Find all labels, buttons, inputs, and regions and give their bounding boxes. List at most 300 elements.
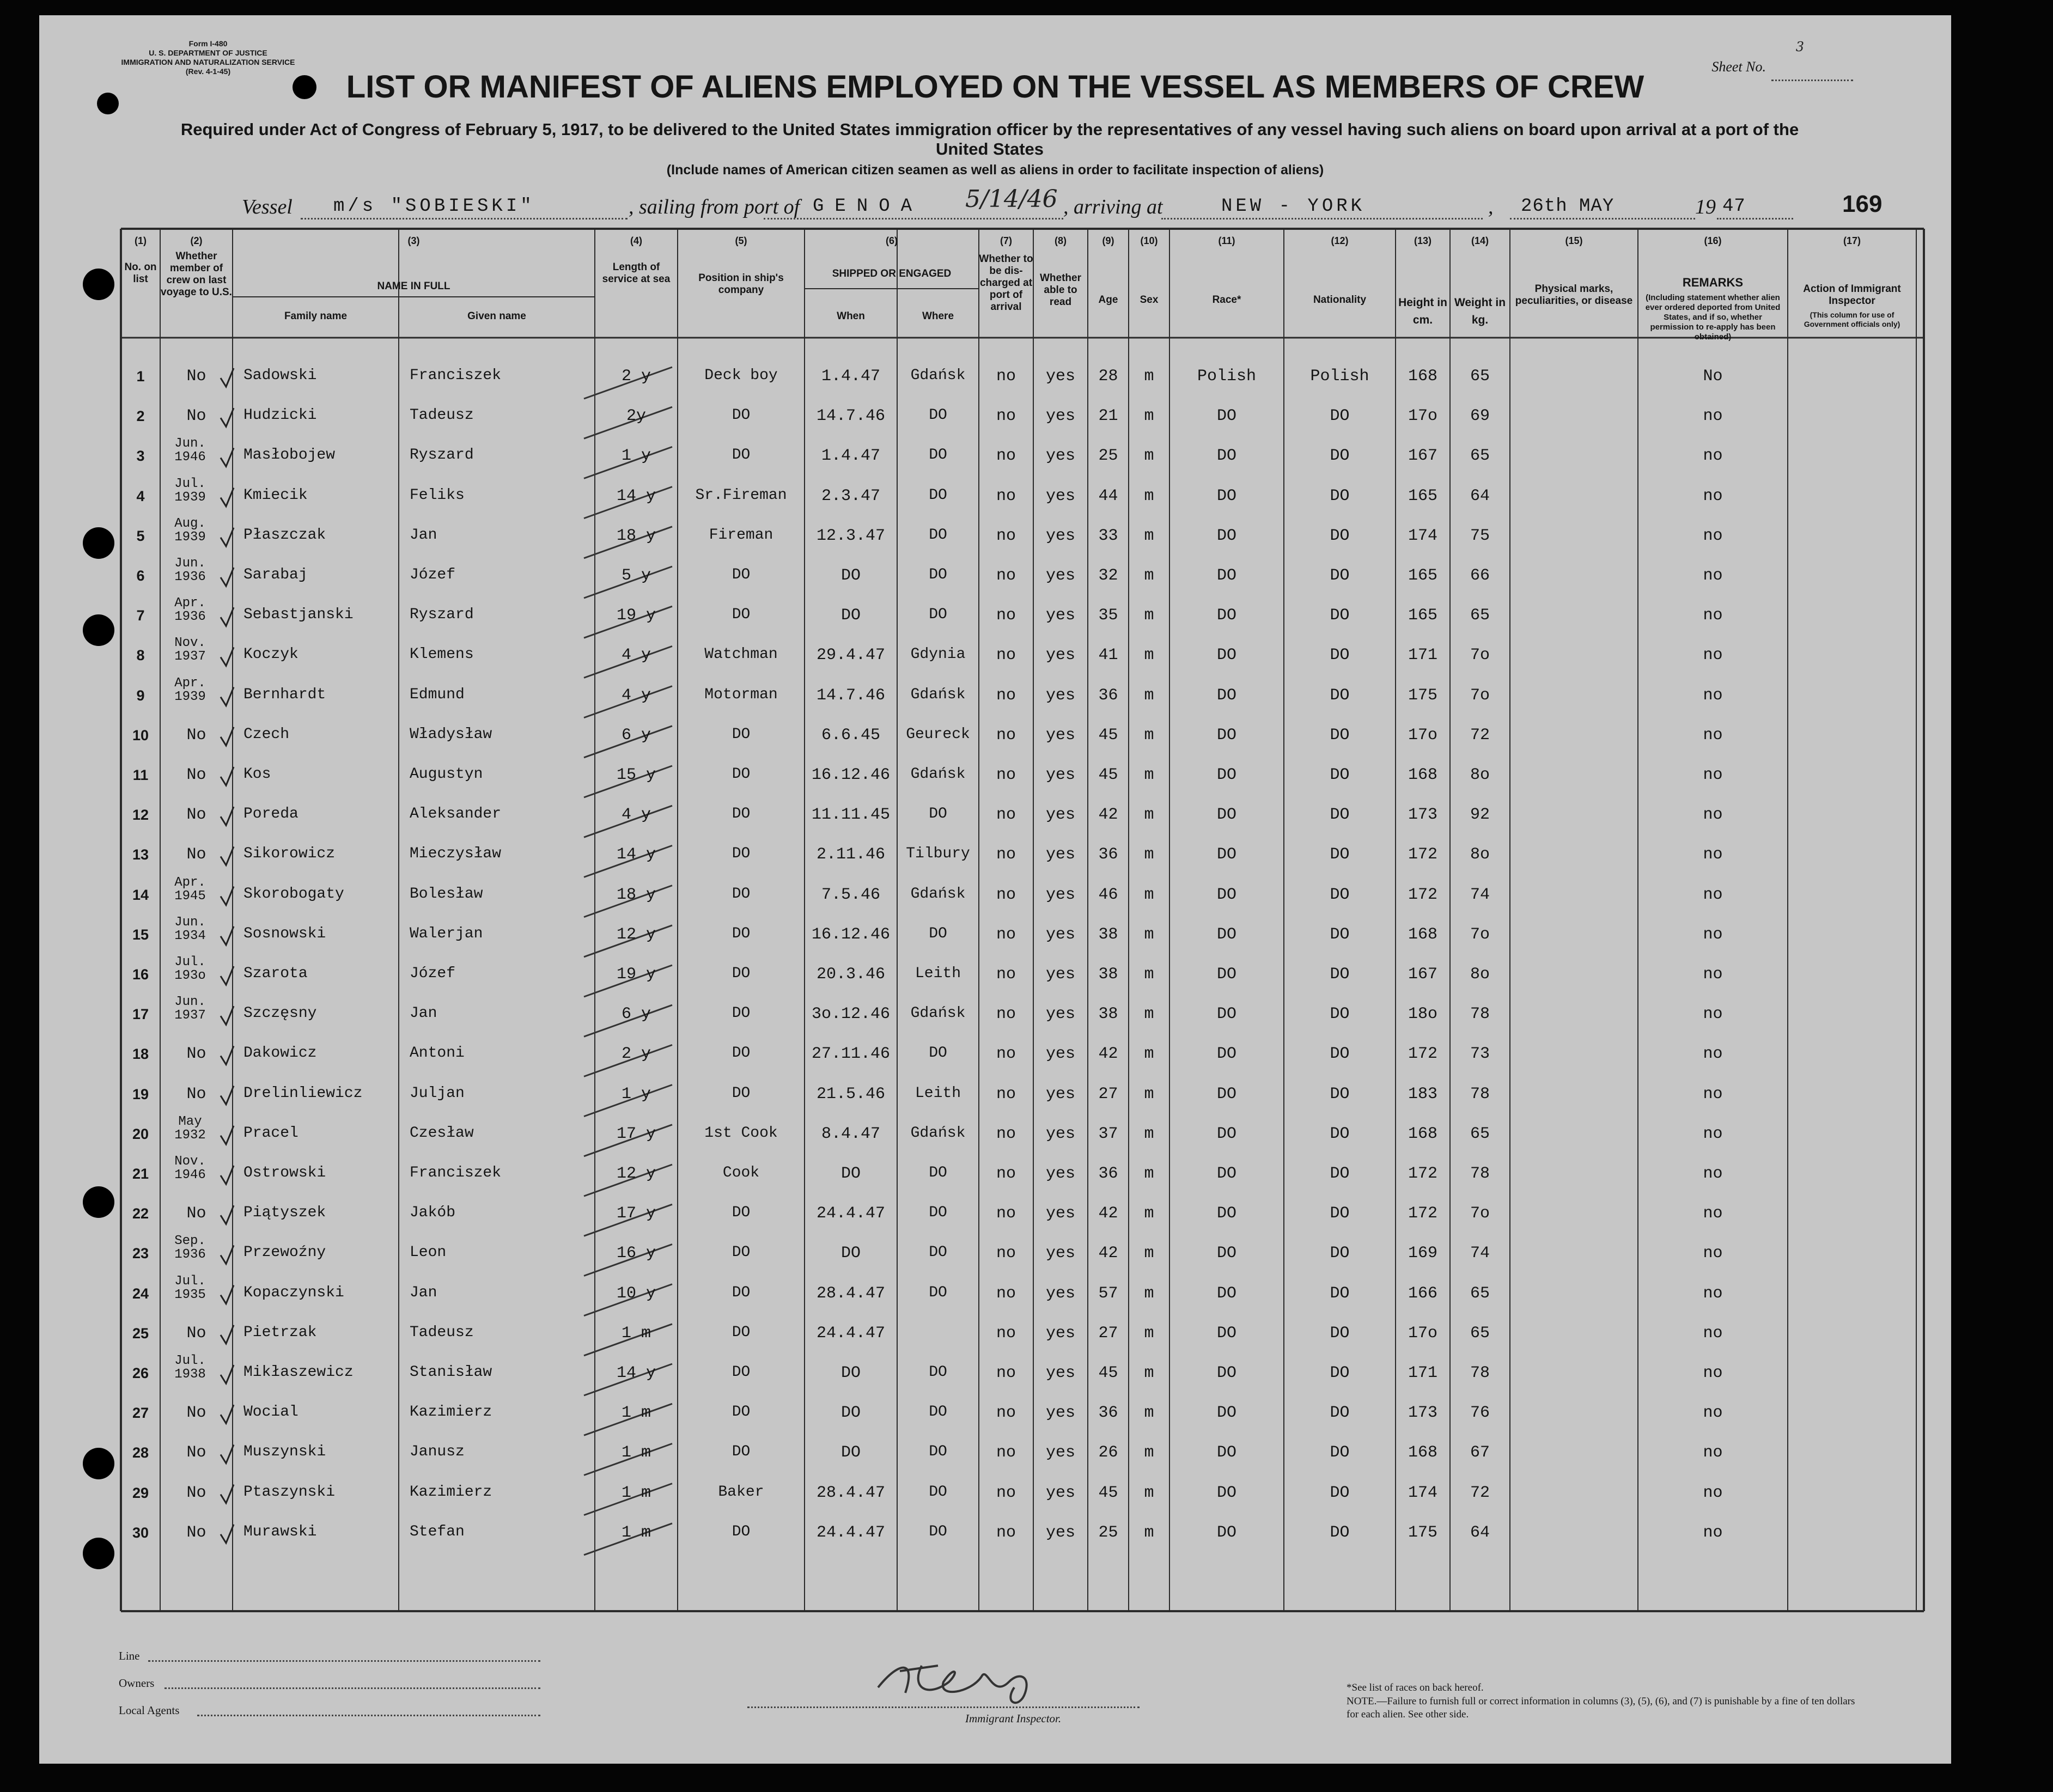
cell-read: yes [1045, 845, 1075, 864]
cell-age: 36 [1098, 686, 1118, 705]
cell-age: 25 [1098, 1523, 1118, 1542]
cell-race: DO [1216, 1084, 1236, 1104]
row-number: 11 [132, 767, 149, 783]
cell-position: Cook [722, 1165, 760, 1181]
cell-read: yes [1045, 646, 1075, 665]
cell-remarks: no [1703, 1284, 1723, 1303]
check-mark [221, 1365, 234, 1383]
cell-age: 36 [1098, 1404, 1118, 1423]
check-mark [221, 1166, 234, 1184]
cell-given-name: Czesław [410, 1124, 474, 1142]
cell-where: DO [929, 925, 947, 942]
cell-last-voyage: No [186, 1404, 206, 1423]
column-number: (16) [1704, 235, 1722, 246]
cell-height: 172 [1408, 845, 1437, 864]
year-prefix: 19 [1695, 196, 1716, 218]
cell-service: 14 y [616, 1364, 656, 1382]
cell-height: 172 [1408, 1165, 1437, 1183]
cell-height: 175 [1408, 686, 1437, 705]
cell-discharged: no [996, 1005, 1016, 1024]
cell-given-name: Stefan [410, 1523, 465, 1540]
cell-read: yes [1045, 566, 1075, 585]
cell-race: DO [1216, 646, 1236, 665]
cell-age: 32 [1098, 566, 1118, 585]
cell-family-name: Pietrzak [243, 1324, 317, 1341]
cell-where: Gdańsk [910, 885, 966, 903]
cell-height: 174 [1408, 1483, 1437, 1502]
vessel-label: Vessel [242, 196, 293, 218]
sailing-label: , sailing from port of [629, 196, 800, 218]
cell-remarks: no [1703, 1443, 1723, 1462]
form-id-line: Form I-480 [188, 39, 228, 48]
inspector-label: Immigrant Inspector. [965, 1712, 1062, 1725]
cell-discharged: no [996, 845, 1016, 864]
cell-height: 18o [1408, 1005, 1437, 1024]
cell-position: DO [732, 1443, 751, 1461]
page-subtitle: Required under Act of Congress of February 5, 1917, to be delivered to the United States immigration officer by the representatives of any vessel having such aliens on board upon arrival at a port of the United States [180, 120, 1799, 159]
cell-service: 4 y [621, 806, 651, 825]
cell-race: DO [1216, 1443, 1236, 1462]
row-number: 12 [132, 807, 149, 824]
cell-read: yes [1045, 806, 1075, 825]
header-sex: Sex [1140, 294, 1159, 306]
cell-age: 42 [1098, 1204, 1118, 1223]
cell-height: 173 [1408, 806, 1437, 825]
cell-last-voyage: No [186, 806, 206, 825]
column-number: (6) [886, 235, 898, 246]
cell-weight: 65 [1470, 1284, 1490, 1303]
cell-position: DO [732, 925, 751, 942]
cell-weight: 7o [1470, 686, 1490, 705]
cell-sex: m [1144, 925, 1154, 944]
cell-family-name: Ostrowski [243, 1165, 326, 1181]
cell-nationality: DO [1330, 965, 1350, 984]
cell-remarks: no [1703, 566, 1723, 585]
header-able-to-read: Whether able to read [1040, 272, 1081, 308]
cell-weight: 78 [1470, 1084, 1490, 1104]
cell-last-voyage: No [186, 1443, 206, 1462]
cell-nationality: DO [1330, 1284, 1350, 1303]
cell-remarks: no [1703, 1324, 1723, 1343]
row-number: 4 [136, 487, 145, 504]
cell-race: DO [1216, 1523, 1236, 1542]
cell-weight: 65 [1470, 1324, 1490, 1343]
cell-remarks: no [1703, 925, 1723, 944]
cell-given-name: Józef [410, 566, 456, 583]
cell-weight: 7o [1470, 646, 1490, 665]
cell-nationality: DO [1330, 1204, 1350, 1223]
row-number: 24 [132, 1285, 149, 1302]
cell-given-name: Walerjan [410, 925, 483, 942]
cell-remarks: no [1703, 1523, 1723, 1542]
check-mark [221, 568, 234, 586]
cell-weight: 69 [1470, 407, 1490, 426]
vessel-name: m/s "SOBIESKI" [333, 196, 535, 217]
column-number: (5) [735, 235, 747, 246]
cell-last-voyage: No [186, 1523, 206, 1542]
cell-when: 21.5.46 [816, 1084, 886, 1104]
penalty-note: NOTE.—Failure to furnish full or correct information in columns (3), (5), (6), and (7) is punishable by a fine of ten dollars for each alien. See other side. [1347, 1696, 1855, 1720]
cell-when: 1.4.47 [821, 447, 881, 466]
cell-sex: m [1144, 1124, 1154, 1143]
cell-given-name: Jan [410, 526, 437, 544]
header-name-in-full: NAME IN FULL [377, 281, 450, 292]
cell-remarks: no [1703, 1364, 1723, 1382]
cell-age: 44 [1098, 486, 1118, 505]
cell-where: DO [929, 1404, 947, 1421]
check-mark [221, 607, 234, 626]
race-note: *See list of races on back hereof. [1347, 1682, 1484, 1693]
cell-position: DO [732, 447, 751, 464]
cell-when: 3o.12.46 [811, 1005, 891, 1024]
cell-age: 26 [1098, 1443, 1118, 1462]
form-id-line: IMMIGRATION AND NATURALIZATION SERVICE [121, 58, 295, 66]
cell-nationality: DO [1330, 1483, 1350, 1502]
form-id-line: U. S. DEPARTMENT OF JUSTICE [149, 48, 267, 57]
row-number: 16 [132, 966, 149, 983]
cell-where: DO [929, 1045, 947, 1062]
cell-where: Tilbury [906, 845, 970, 863]
cell-sex: m [1144, 1483, 1154, 1502]
check-mark [221, 1245, 234, 1264]
cell-remarks: no [1703, 726, 1723, 745]
cell-read: yes [1045, 1045, 1075, 1064]
cell-last-voyage: Jun. 1946 [174, 436, 206, 465]
cell-age: 45 [1098, 1483, 1118, 1502]
cell-service: 14 y [616, 845, 656, 864]
cell-age: 57 [1098, 1284, 1118, 1303]
cell-height: 17o [1408, 407, 1437, 426]
port-to: NEW - YORK [1221, 196, 1366, 217]
cell-read: yes [1045, 1443, 1075, 1462]
row-number: 15 [132, 926, 149, 943]
cell-given-name: Franciszek [410, 367, 502, 384]
cell-sex: m [1144, 1324, 1154, 1343]
cell-discharged: no [996, 1324, 1016, 1343]
cell-height: 168 [1408, 925, 1437, 944]
row-number: 22 [132, 1205, 149, 1222]
row-number: 27 [132, 1405, 149, 1422]
cell-given-name: Tadeusz [410, 1324, 474, 1341]
column-number: (11) [1218, 235, 1235, 246]
row-number: 19 [132, 1086, 149, 1102]
cell-height: 168 [1408, 766, 1437, 784]
cell-when: 24.4.47 [816, 1324, 886, 1343]
cell-remarks: no [1703, 1165, 1723, 1183]
cell-last-voyage: Apr. 1945 [174, 875, 206, 904]
cell-when: DO [840, 566, 861, 585]
cell-service: 2 y [621, 367, 651, 386]
cell-position: DO [732, 1404, 751, 1421]
cell-last-voyage: No [186, 845, 206, 864]
cell-weight: 73 [1470, 1045, 1490, 1064]
cell-weight: 78 [1470, 1364, 1490, 1382]
cell-discharged: no [996, 447, 1016, 466]
cell-where: Gdańsk [910, 1124, 966, 1142]
cell-where: Geureck [906, 726, 970, 743]
cell-age: 42 [1098, 806, 1118, 825]
cell-when: 1.4.47 [821, 367, 881, 386]
cell-read: yes [1045, 606, 1075, 625]
column-number: (8) [1055, 235, 1067, 246]
cell-position: Fireman [709, 526, 773, 544]
cell-height: 172 [1408, 1045, 1437, 1064]
cell-when: 14.7.46 [816, 407, 886, 426]
cell-service: 6 y [621, 1005, 651, 1024]
header-length-of-service: Length of service at sea [602, 261, 671, 285]
cell-remarks: no [1703, 407, 1723, 426]
cell-position: DO [732, 606, 751, 624]
cell-where: DO [929, 1523, 947, 1540]
cell-service: 1 m [621, 1483, 651, 1502]
cell-sex: m [1144, 845, 1154, 864]
cell-height: 165 [1408, 606, 1437, 625]
cell-when: 28.4.47 [816, 1284, 886, 1303]
cell-when: 27.11.46 [811, 1045, 891, 1064]
cell-family-name: Czech [243, 726, 290, 743]
cell-sex: m [1144, 486, 1154, 505]
cell-read: yes [1045, 526, 1075, 545]
cell-remarks: no [1703, 486, 1723, 505]
cell-weight: 65 [1470, 1124, 1490, 1143]
cell-position: DO [732, 1324, 751, 1341]
cell-remarks: no [1703, 447, 1723, 466]
cell-when: 29.4.47 [816, 646, 886, 665]
cell-service: 19 y [616, 606, 656, 625]
cell-given-name: Antoni [410, 1045, 465, 1062]
cell-last-voyage: Nov. 1937 [174, 636, 206, 665]
cell-service: 17 y [616, 1124, 656, 1143]
row-number: 14 [132, 886, 149, 903]
cell-remarks: no [1703, 1045, 1723, 1064]
cell-given-name: Jan [410, 1005, 437, 1022]
cell-weight: 75 [1470, 526, 1490, 545]
cell-last-voyage: Nov. 1946 [174, 1154, 206, 1183]
cell-family-name: Muszynski [243, 1443, 326, 1461]
cell-weight: 92 [1470, 806, 1490, 825]
cell-where: Gdańsk [910, 686, 966, 703]
cell-height: 165 [1408, 566, 1437, 585]
check-mark [221, 1126, 234, 1144]
cell-when: DO [840, 606, 861, 625]
cell-remarks: no [1703, 1124, 1723, 1143]
cell-last-voyage: Jun. 1934 [174, 915, 206, 943]
cell-nationality: DO [1330, 407, 1350, 426]
cell-race: DO [1216, 1483, 1236, 1502]
cell-position: DO [732, 1204, 751, 1222]
row-number: 8 [136, 647, 145, 664]
cell-nationality: DO [1330, 1523, 1350, 1542]
cell-remarks: no [1703, 766, 1723, 784]
cell-given-name: Leon [410, 1244, 447, 1261]
cell-service: 2y [626, 407, 646, 426]
cell-family-name: Mikłaszewicz [243, 1364, 354, 1381]
check-mark [221, 488, 234, 507]
cell-age: 45 [1098, 726, 1118, 745]
cell-race: DO [1216, 766, 1236, 784]
cell-when: DO [840, 1165, 861, 1183]
cell-race: DO [1216, 1124, 1236, 1143]
cell-sex: m [1144, 606, 1154, 625]
cell-age: 33 [1098, 526, 1118, 545]
row-number: 10 [132, 727, 149, 743]
cell-read: yes [1045, 486, 1075, 505]
cell-age: 36 [1098, 1165, 1118, 1183]
cell-race: DO [1216, 1284, 1236, 1303]
cell-given-name: Mieczysław [410, 845, 502, 863]
cell-discharged: no [996, 486, 1016, 505]
cell-remarks: no [1703, 1084, 1723, 1104]
cell-last-voyage: May 1932 [174, 1114, 206, 1143]
column-number: (13) [1414, 235, 1431, 246]
cell-family-name: Płaszczak [243, 526, 326, 544]
cell-when: 2.3.47 [821, 486, 881, 505]
cell-position: DO [732, 806, 751, 823]
cell-where: DO [929, 606, 947, 624]
inspector-signature [867, 1649, 1063, 1715]
cell-discharged: no [996, 925, 1016, 944]
cell-height: 168 [1408, 1443, 1437, 1462]
cell-when: DO [840, 1404, 861, 1423]
cell-given-name: Klemens [410, 646, 474, 663]
cell-height: 167 [1408, 447, 1437, 466]
cell-when: 28.4.47 [816, 1483, 886, 1502]
row-number: 21 [132, 1166, 149, 1182]
cell-read: yes [1045, 447, 1075, 466]
line-label: Line [119, 1649, 140, 1662]
cell-service: 14 y [616, 486, 656, 505]
cell-age: 38 [1098, 965, 1118, 984]
cell-age: 42 [1098, 1045, 1118, 1064]
row-number: 1 [136, 368, 145, 385]
cell-age: 42 [1098, 1244, 1118, 1263]
cell-sex: m [1144, 965, 1154, 984]
cell-position: DO [732, 1523, 751, 1540]
cell-where: DO [929, 806, 947, 823]
cell-last-voyage: No [186, 1204, 206, 1223]
column-number: (7) [1000, 235, 1012, 246]
port-from: GENOA [813, 196, 923, 217]
cell-when: DO [840, 1443, 861, 1462]
cell-last-voyage: Jul. 193o [174, 955, 206, 983]
header-inspector-note: (This column for use of Government officials only) [1804, 310, 1900, 328]
cell-sex: m [1144, 526, 1154, 545]
cell-age: 36 [1098, 845, 1118, 864]
cell-given-name: Jakób [410, 1204, 456, 1222]
cell-race: DO [1216, 726, 1236, 745]
cell-discharged: no [996, 526, 1016, 545]
cell-sex: m [1144, 1084, 1154, 1104]
cell-given-name: Aleksander [410, 806, 502, 823]
cell-given-name: Kazimierz [410, 1483, 492, 1501]
cell-age: 27 [1098, 1324, 1118, 1343]
cell-position: DO [732, 885, 751, 903]
header-shipped-or-engaged: SHIPPED OR ENGAGED [832, 268, 952, 279]
cell-nationality: DO [1330, 885, 1350, 904]
cell-nationality: DO [1330, 686, 1350, 705]
cell-race: DO [1216, 845, 1236, 864]
cell-remarks: no [1703, 965, 1723, 984]
cell-when: 16.12.46 [811, 766, 891, 784]
cell-sex: m [1144, 1005, 1154, 1024]
cell-given-name: Józef [410, 965, 456, 982]
cell-service: 1 m [621, 1404, 651, 1423]
cell-remarks: no [1703, 1204, 1723, 1223]
row-number: 23 [132, 1245, 149, 1262]
cell-last-voyage: No [186, 766, 206, 784]
cell-given-name: Kazimierz [410, 1404, 492, 1421]
cell-discharged: no [996, 1284, 1016, 1303]
check-mark [221, 966, 234, 985]
cell-last-voyage: Jul. 1938 [174, 1354, 206, 1382]
cell-weight: 64 [1470, 1523, 1490, 1542]
cell-sex: m [1144, 726, 1154, 745]
cell-age: 38 [1098, 925, 1118, 944]
cell-service: 1 m [621, 1324, 651, 1343]
cell-nationality: DO [1330, 486, 1350, 505]
cell-race: DO [1216, 1324, 1236, 1343]
cell-nationality: DO [1330, 447, 1350, 466]
cell-remarks: no [1703, 686, 1723, 705]
cell-when: 24.4.47 [816, 1204, 886, 1223]
cell-read: yes [1045, 1244, 1075, 1263]
check-mark [221, 448, 234, 466]
cell-family-name: Sikorowicz [243, 845, 336, 863]
cell-remarks: no [1703, 606, 1723, 625]
cell-race: DO [1216, 1244, 1236, 1263]
cell-height: 166 [1408, 1284, 1437, 1303]
cell-service: 6 y [621, 726, 651, 745]
cell-position: Baker [718, 1483, 764, 1501]
check-mark [221, 528, 234, 546]
manifest-page-number: 169 [1842, 191, 1883, 217]
cell-position: Deck boy [704, 367, 778, 384]
cell-remarks: no [1703, 1005, 1723, 1024]
cell-last-voyage: Jul. 1939 [174, 476, 206, 505]
row-number: 7 [136, 607, 145, 624]
header-age: Age [1098, 294, 1118, 306]
cell-weight: 7o [1470, 1204, 1490, 1223]
cell-where: Gdańsk [910, 1005, 966, 1022]
cell-sex: m [1144, 1404, 1154, 1423]
cell-age: 45 [1098, 1364, 1118, 1382]
cell-sex: m [1144, 566, 1154, 585]
cell-position: DO [732, 407, 751, 424]
cell-given-name: Franciszek [410, 1165, 502, 1181]
cell-where: Gdańsk [910, 367, 966, 384]
cell-height: 175 [1408, 1523, 1437, 1542]
cell-service: 10 y [616, 1284, 656, 1303]
cell-last-voyage: Aug. 1939 [174, 516, 206, 545]
cell-last-voyage: No [186, 1045, 206, 1064]
cell-family-name: Przewoźny [243, 1244, 326, 1261]
cell-family-name: Wocial [243, 1404, 298, 1421]
cell-race: DO [1216, 447, 1236, 466]
cell-service: 18 y [616, 526, 656, 545]
row-number: 20 [132, 1125, 149, 1142]
cell-sex: m [1144, 1364, 1154, 1382]
cell-read: yes [1045, 1165, 1075, 1183]
cell-family-name: Sosnowski [243, 925, 326, 942]
cell-age: 37 [1098, 1124, 1118, 1143]
cell-age: 28 [1098, 367, 1118, 386]
cell-where: DO [929, 1364, 947, 1381]
cell-where: Gdynia [910, 646, 966, 663]
row-number: 6 [136, 568, 145, 584]
cell-family-name: Pracel [243, 1124, 298, 1142]
cell-race: DO [1216, 1045, 1236, 1064]
cell-read: yes [1045, 1523, 1075, 1542]
